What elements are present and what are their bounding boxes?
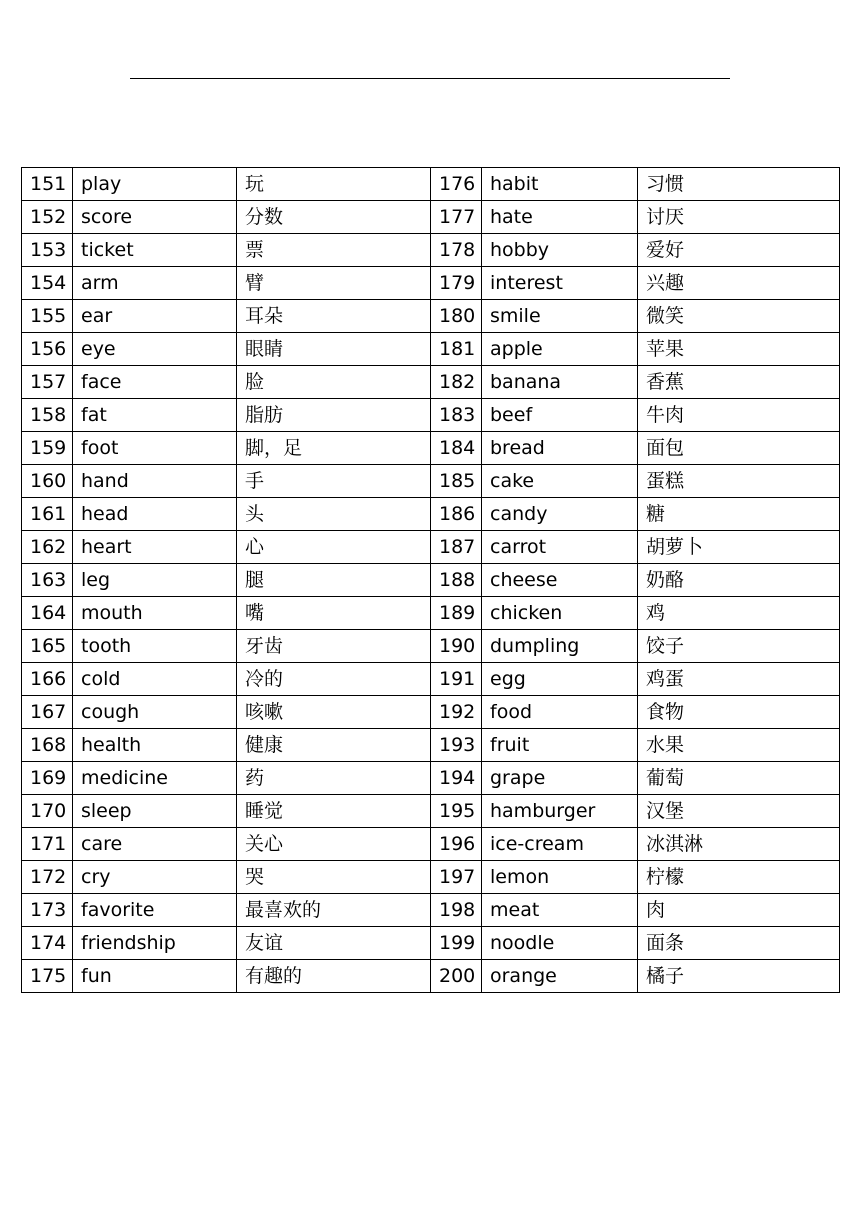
- left-number-cell: 159: [22, 432, 73, 465]
- left-number-cell: 162: [22, 531, 73, 564]
- left-number-cell: 168: [22, 729, 73, 762]
- right-chinese-meaning-cell: 糖: [638, 498, 840, 531]
- left-english-word-cell: cough: [73, 696, 237, 729]
- right-chinese-meaning-cell: 橘子: [638, 960, 840, 993]
- right-number-cell: 189: [431, 597, 482, 630]
- right-english-word-cell: egg: [482, 663, 638, 696]
- right-english-word-cell: dumpling: [482, 630, 638, 663]
- table-row: [22, 531, 840, 564]
- left-english-word-cell: score: [73, 201, 237, 234]
- right-number-cell: 198: [431, 894, 482, 927]
- right-chinese-meaning-cell: 蛋糕: [638, 465, 840, 498]
- right-english-word-cell: cake: [482, 465, 638, 498]
- right-english-word-cell: cheese: [482, 564, 638, 597]
- left-english-word-cell: care: [73, 828, 237, 861]
- right-english-word-cell: hobby: [482, 234, 638, 267]
- left-english-word-cell: foot: [73, 432, 237, 465]
- right-number-cell: 180: [431, 300, 482, 333]
- left-english-word-cell: eye: [73, 333, 237, 366]
- left-english-word-cell: heart: [73, 531, 237, 564]
- left-number-cell: 151: [22, 168, 73, 201]
- left-number-cell: 158: [22, 399, 73, 432]
- left-english-word-cell: tooth: [73, 630, 237, 663]
- left-chinese-meaning-cell: 牙齿: [237, 630, 431, 663]
- left-chinese-meaning-cell: 耳朵: [237, 300, 431, 333]
- right-number-cell: 176: [431, 168, 482, 201]
- right-number-cell: 179: [431, 267, 482, 300]
- right-english-word-cell: meat: [482, 894, 638, 927]
- left-number-cell: 167: [22, 696, 73, 729]
- left-chinese-meaning-cell: 咳嗽: [237, 696, 431, 729]
- right-number-cell: 192: [431, 696, 482, 729]
- left-number-cell: 172: [22, 861, 73, 894]
- right-number-cell: 178: [431, 234, 482, 267]
- table-row: [22, 465, 840, 498]
- left-english-word-cell: cry: [73, 861, 237, 894]
- left-number-cell: 171: [22, 828, 73, 861]
- right-chinese-meaning-cell: 食物: [638, 696, 840, 729]
- left-chinese-meaning-cell: 嘴: [237, 597, 431, 630]
- left-number-cell: 161: [22, 498, 73, 531]
- right-english-word-cell: carrot: [482, 531, 638, 564]
- left-number-cell: 174: [22, 927, 73, 960]
- left-chinese-meaning-cell: 手: [237, 465, 431, 498]
- left-english-word-cell: mouth: [73, 597, 237, 630]
- table-row: [22, 861, 840, 894]
- right-number-cell: 196: [431, 828, 482, 861]
- right-number-cell: 195: [431, 795, 482, 828]
- left-chinese-meaning-cell: 友谊: [237, 927, 431, 960]
- right-chinese-meaning-cell: 汉堡: [638, 795, 840, 828]
- right-number-cell: 177: [431, 201, 482, 234]
- left-chinese-meaning-cell: 关心: [237, 828, 431, 861]
- right-chinese-meaning-cell: 鸡蛋: [638, 663, 840, 696]
- table-row: [22, 630, 840, 663]
- right-english-word-cell: orange: [482, 960, 638, 993]
- left-number-cell: 165: [22, 630, 73, 663]
- table-row: [22, 201, 840, 234]
- right-chinese-meaning-cell: 香蕉: [638, 366, 840, 399]
- right-number-cell: 190: [431, 630, 482, 663]
- vocabulary-table: [21, 167, 840, 993]
- left-number-cell: 169: [22, 762, 73, 795]
- right-english-word-cell: lemon: [482, 861, 638, 894]
- left-english-word-cell: face: [73, 366, 237, 399]
- right-english-word-cell: grape: [482, 762, 638, 795]
- table-row: [22, 498, 840, 531]
- right-english-word-cell: ice-cream: [482, 828, 638, 861]
- right-chinese-meaning-cell: 冰淇淋: [638, 828, 840, 861]
- right-number-cell: 193: [431, 729, 482, 762]
- left-chinese-meaning-cell: 玩: [237, 168, 431, 201]
- vocabulary-table-body: [22, 168, 840, 993]
- left-number-cell: 154: [22, 267, 73, 300]
- table-row: [22, 894, 840, 927]
- right-number-cell: 187: [431, 531, 482, 564]
- right-english-word-cell: habit: [482, 168, 638, 201]
- right-english-word-cell: food: [482, 696, 638, 729]
- left-number-cell: 164: [22, 597, 73, 630]
- left-english-word-cell: health: [73, 729, 237, 762]
- left-number-cell: 166: [22, 663, 73, 696]
- left-chinese-meaning-cell: 脸: [237, 366, 431, 399]
- left-chinese-meaning-cell: 腿: [237, 564, 431, 597]
- left-chinese-meaning-cell: 眼睛: [237, 333, 431, 366]
- left-chinese-meaning-cell: 脂肪: [237, 399, 431, 432]
- right-english-word-cell: fruit: [482, 729, 638, 762]
- left-english-word-cell: leg: [73, 564, 237, 597]
- table-row: [22, 399, 840, 432]
- right-number-cell: 182: [431, 366, 482, 399]
- right-english-word-cell: hate: [482, 201, 638, 234]
- right-english-word-cell: bread: [482, 432, 638, 465]
- table-row: [22, 762, 840, 795]
- left-chinese-meaning-cell: 最喜欢的: [237, 894, 431, 927]
- header-rule: [130, 78, 730, 79]
- left-chinese-meaning-cell: 药: [237, 762, 431, 795]
- table-row: [22, 663, 840, 696]
- right-chinese-meaning-cell: 奶酪: [638, 564, 840, 597]
- right-number-cell: 199: [431, 927, 482, 960]
- right-chinese-meaning-cell: 鸡: [638, 597, 840, 630]
- right-number-cell: 186: [431, 498, 482, 531]
- left-english-word-cell: fat: [73, 399, 237, 432]
- left-english-word-cell: cold: [73, 663, 237, 696]
- left-chinese-meaning-cell: 有趣的: [237, 960, 431, 993]
- table-row: [22, 729, 840, 762]
- table-row: [22, 795, 840, 828]
- table-row: [22, 168, 840, 201]
- left-chinese-meaning-cell: 脚，足: [237, 432, 431, 465]
- right-number-cell: 181: [431, 333, 482, 366]
- left-number-cell: 170: [22, 795, 73, 828]
- left-chinese-meaning-cell: 健康: [237, 729, 431, 762]
- left-number-cell: 152: [22, 201, 73, 234]
- left-english-word-cell: ticket: [73, 234, 237, 267]
- right-english-word-cell: banana: [482, 366, 638, 399]
- right-english-word-cell: noodle: [482, 927, 638, 960]
- right-number-cell: 191: [431, 663, 482, 696]
- left-number-cell: 163: [22, 564, 73, 597]
- right-english-word-cell: chicken: [482, 597, 638, 630]
- right-chinese-meaning-cell: 微笑: [638, 300, 840, 333]
- right-chinese-meaning-cell: 面包: [638, 432, 840, 465]
- right-number-cell: 184: [431, 432, 482, 465]
- left-chinese-meaning-cell: 冷的: [237, 663, 431, 696]
- left-chinese-meaning-cell: 分数: [237, 201, 431, 234]
- left-chinese-meaning-cell: 头: [237, 498, 431, 531]
- right-number-cell: 197: [431, 861, 482, 894]
- left-number-cell: 156: [22, 333, 73, 366]
- right-number-cell: 185: [431, 465, 482, 498]
- right-english-word-cell: interest: [482, 267, 638, 300]
- table-row: [22, 366, 840, 399]
- right-chinese-meaning-cell: 面条: [638, 927, 840, 960]
- left-chinese-meaning-cell: 票: [237, 234, 431, 267]
- right-chinese-meaning-cell: 苹果: [638, 333, 840, 366]
- right-english-word-cell: apple: [482, 333, 638, 366]
- right-english-word-cell: beef: [482, 399, 638, 432]
- left-chinese-meaning-cell: 心: [237, 531, 431, 564]
- table-row: [22, 960, 840, 993]
- left-chinese-meaning-cell: 睡觉: [237, 795, 431, 828]
- left-english-word-cell: fun: [73, 960, 237, 993]
- left-number-cell: 160: [22, 465, 73, 498]
- left-english-word-cell: favorite: [73, 894, 237, 927]
- right-number-cell: 188: [431, 564, 482, 597]
- left-english-word-cell: sleep: [73, 795, 237, 828]
- right-number-cell: 183: [431, 399, 482, 432]
- right-english-word-cell: smile: [482, 300, 638, 333]
- table-row: [22, 597, 840, 630]
- right-chinese-meaning-cell: 胡萝卜: [638, 531, 840, 564]
- left-english-word-cell: friendship: [73, 927, 237, 960]
- left-number-cell: 157: [22, 366, 73, 399]
- left-english-word-cell: ear: [73, 300, 237, 333]
- left-number-cell: 155: [22, 300, 73, 333]
- table-row: [22, 564, 840, 597]
- table-row: [22, 432, 840, 465]
- right-number-cell: 194: [431, 762, 482, 795]
- table-row: [22, 333, 840, 366]
- right-chinese-meaning-cell: 肉: [638, 894, 840, 927]
- right-chinese-meaning-cell: 兴趣: [638, 267, 840, 300]
- table-row: [22, 696, 840, 729]
- table-row: [22, 300, 840, 333]
- right-chinese-meaning-cell: 牛肉: [638, 399, 840, 432]
- right-number-cell: 200: [431, 960, 482, 993]
- left-number-cell: 173: [22, 894, 73, 927]
- right-english-word-cell: candy: [482, 498, 638, 531]
- table-row: [22, 234, 840, 267]
- right-chinese-meaning-cell: 讨厌: [638, 201, 840, 234]
- right-chinese-meaning-cell: 柠檬: [638, 861, 840, 894]
- left-english-word-cell: medicine: [73, 762, 237, 795]
- right-english-word-cell: hamburger: [482, 795, 638, 828]
- left-english-word-cell: hand: [73, 465, 237, 498]
- right-chinese-meaning-cell: 葡萄: [638, 762, 840, 795]
- right-chinese-meaning-cell: 水果: [638, 729, 840, 762]
- table-row: [22, 267, 840, 300]
- left-chinese-meaning-cell: 臂: [237, 267, 431, 300]
- right-chinese-meaning-cell: 饺子: [638, 630, 840, 663]
- table-row: [22, 927, 840, 960]
- left-english-word-cell: head: [73, 498, 237, 531]
- right-chinese-meaning-cell: 习惯: [638, 168, 840, 201]
- right-chinese-meaning-cell: 爱好: [638, 234, 840, 267]
- left-english-word-cell: arm: [73, 267, 237, 300]
- left-number-cell: 175: [22, 960, 73, 993]
- left-number-cell: 153: [22, 234, 73, 267]
- left-english-word-cell: play: [73, 168, 237, 201]
- table-row: [22, 828, 840, 861]
- left-chinese-meaning-cell: 哭: [237, 861, 431, 894]
